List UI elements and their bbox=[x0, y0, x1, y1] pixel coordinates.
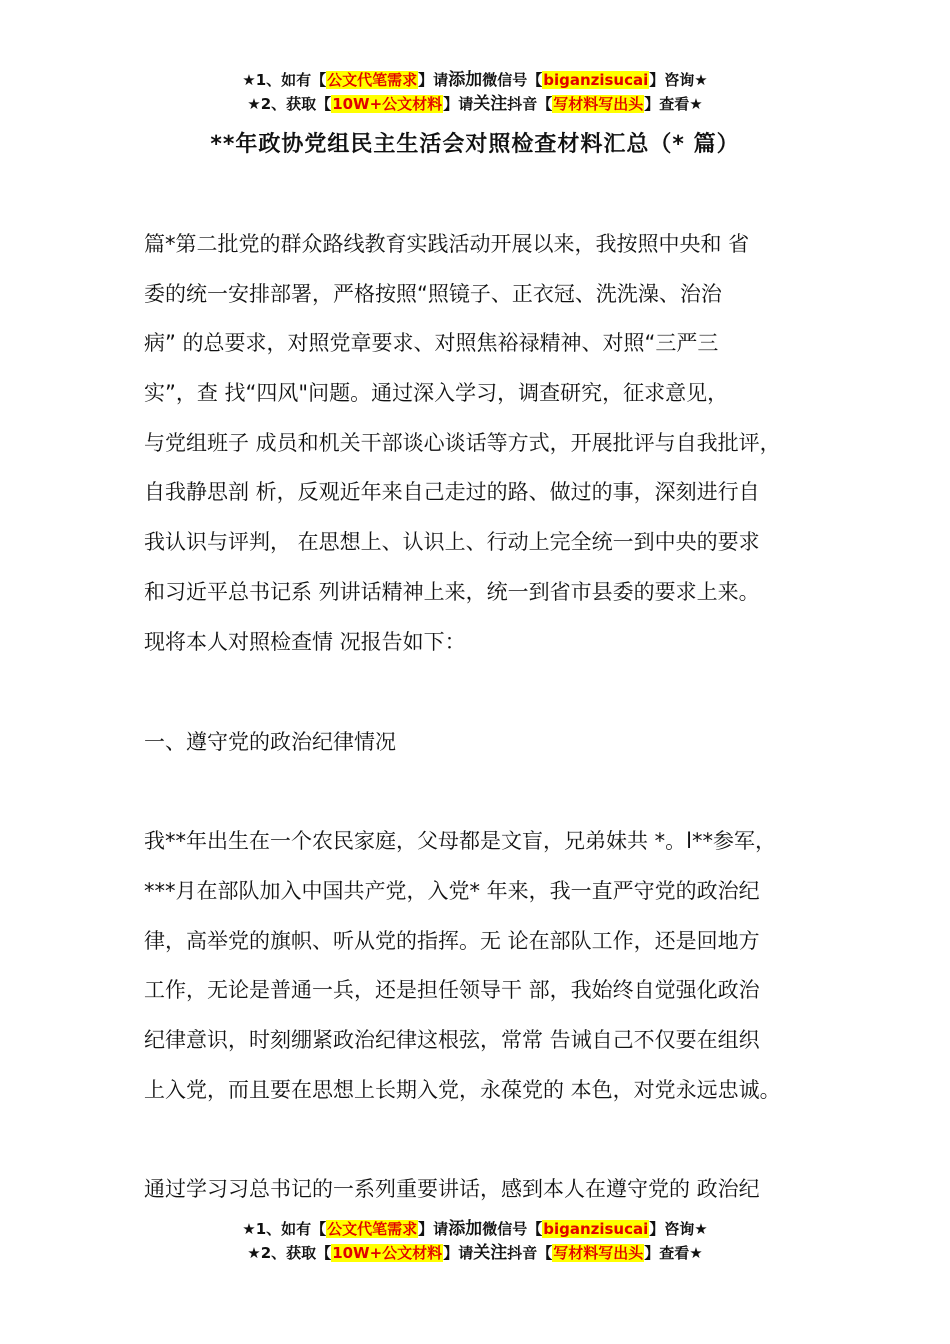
highlight-service: 公文代笔需求 bbox=[327, 71, 418, 89]
banner-text: 2、获取【 bbox=[260, 95, 332, 113]
section-heading: 一、遵守党的政治纪律情况 bbox=[144, 730, 396, 754]
body-line: 与党组班子 成员和机关干部谈心谈话等方式，开展批评与自我批评， bbox=[144, 431, 781, 455]
highlight-douyin-id: 写材料写出头 bbox=[553, 95, 644, 113]
body-line: 我认识与评判， 在思想上、认识上、行动上完全统一到中央的要求 bbox=[144, 530, 760, 554]
banner-text: 】请 bbox=[443, 1244, 474, 1262]
banner-text: 】请 bbox=[418, 1220, 449, 1238]
banner-text: 】查看★ bbox=[644, 1244, 703, 1262]
body-line: 自我静思剖 析，反观近年来自己走过的路、做过的事，深刻进行自 bbox=[144, 480, 760, 504]
star-icon: ★ bbox=[242, 71, 256, 89]
banner-emphasis: 关注 bbox=[473, 1243, 508, 1263]
body-line: ***月在部队加入中国共产党，入党* 年来，我一直严守党的政治纪 bbox=[144, 879, 760, 903]
banner-emphasis: 关注 bbox=[473, 94, 508, 114]
body-line: 我**年出生在一个农民家庭，父母都是文盲，兄弟妹共 *。l**参军， bbox=[144, 829, 777, 853]
banner-text: 】咨询★ bbox=[649, 1220, 708, 1238]
body-line: 工作，无论是普通一兵，还是担任领导干 部，我始终自觉强化政治 bbox=[144, 978, 760, 1002]
body-line: 通过学习习总书记的一系列重要讲话，感到本人在遵守党的 政治纪 bbox=[144, 1177, 760, 1201]
banner-line-1 bbox=[0, 1217, 950, 1241]
banner-line-1 bbox=[0, 68, 950, 92]
body-line: 篇*第二批党的群众路线教育实践活动开展以来，我按照中央和 省 bbox=[144, 232, 750, 256]
banner-text: 】请 bbox=[418, 71, 449, 89]
banner-text: 1、如有【 bbox=[255, 71, 327, 89]
highlight-materials: 10W+公文材料 bbox=[332, 95, 443, 113]
banner-line-2 bbox=[0, 1241, 950, 1265]
highlight-douyin-id: 写材料写出头 bbox=[553, 1244, 644, 1262]
banner-emphasis: 添加 bbox=[448, 70, 483, 90]
star-icon: ★ bbox=[242, 1220, 256, 1238]
banner-text: 】咨询★ bbox=[649, 71, 708, 89]
body-line: 上入党，而且要在思想上长期入党，永葆党的 本色，对党永远忠诚。 bbox=[144, 1078, 781, 1102]
banner-text: 】请 bbox=[443, 95, 474, 113]
highlight-service: 公文代笔需求 bbox=[327, 1220, 418, 1238]
body-line: 现将本人对照检查情 况报告如下： bbox=[144, 630, 466, 654]
banner-text: 1、如有【 bbox=[255, 1220, 327, 1238]
bottom-banner bbox=[0, 1217, 950, 1265]
banner-text: 微信号【 bbox=[482, 1220, 543, 1238]
banner-text: 抖音【 bbox=[507, 95, 553, 113]
banner-text: 抖音【 bbox=[507, 1244, 553, 1262]
star-icon: ★ bbox=[247, 95, 261, 113]
top-banner bbox=[0, 68, 950, 116]
body-line: 律，高举党的旗帜、听从党的指挥。无 论在部队工作，还是回地方 bbox=[144, 929, 760, 953]
body-line: 实”，查 找“四风"问题。通过深入学习，调查研究，征求意见， bbox=[144, 381, 729, 405]
highlight-materials: 10W+公文材料 bbox=[332, 1244, 443, 1262]
body-line: 病” 的总要求，对照党章要求、对照焦裕禄精神、对照“三严三 bbox=[144, 331, 719, 355]
highlight-wechat-id: biganzisucai bbox=[543, 71, 649, 89]
highlight-wechat-id: biganzisucai bbox=[543, 1220, 649, 1238]
page-title: **年政协党组民主生活会对照检查材料汇总（* 篇） bbox=[210, 132, 740, 157]
banner-text: 2、获取【 bbox=[260, 1244, 332, 1262]
banner-line-2 bbox=[0, 92, 950, 116]
body-line: 委的统一安排部署，严格按照“照镜子、正衣冠、洗洗澡、治治 bbox=[144, 282, 722, 306]
body-line: 纪律意识，时刻绷紧政治纪律这根弦，常常 告诫自己不仅要在组织 bbox=[144, 1028, 760, 1052]
banner-text: 微信号【 bbox=[482, 71, 543, 89]
star-icon: ★ bbox=[247, 1244, 261, 1262]
banner-emphasis: 添加 bbox=[448, 1219, 483, 1239]
body-line: 和习近平总书记系 列讲话精神上来，统一到省市县委的要求上来。 bbox=[144, 580, 760, 604]
banner-text: 】查看★ bbox=[644, 95, 703, 113]
